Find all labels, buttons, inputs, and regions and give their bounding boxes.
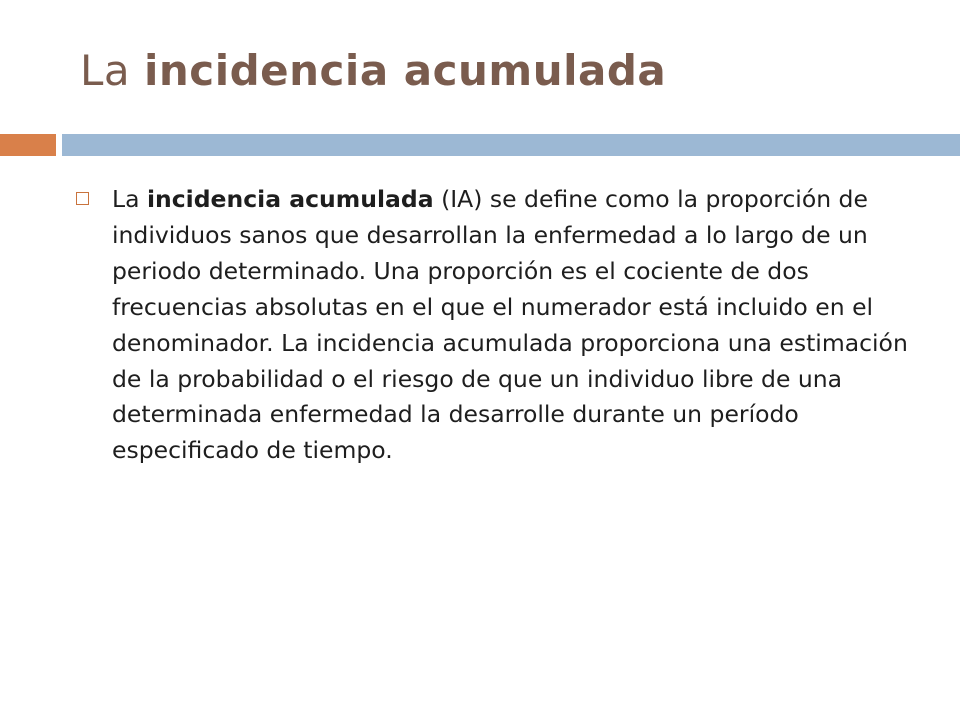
bullet-text-run-3: (IA) se define como la proporción de individuos sanos que desarrollan la enfermedad a lo largo de un periodo determinado. Una proporción es el cociente de dos frecuencias absolutas en el que el numerador está incluido en el denominador. La incidencia acumulada proporciona una estimación de la probabilidad o el riesgo de que un individuo libre de una determinada enfermedad la desarrolle durante un período especificado de tiempo.: [112, 185, 908, 465]
title-divider-blue: [62, 134, 960, 156]
bullet-item: [76, 182, 936, 469]
hollow-square-icon: [76, 192, 89, 205]
slide-title-regular: La: [80, 46, 144, 95]
bullet-text: [112, 182, 912, 469]
slide-title: [80, 46, 666, 95]
slide-title-bold: incidencia acumulada: [144, 46, 667, 95]
bullet-text-bold-term: incidencia acumulada: [146, 185, 434, 213]
slide-content: [76, 182, 936, 469]
bullet-text-run-1: La: [112, 185, 147, 213]
title-divider-orange: [0, 134, 56, 156]
